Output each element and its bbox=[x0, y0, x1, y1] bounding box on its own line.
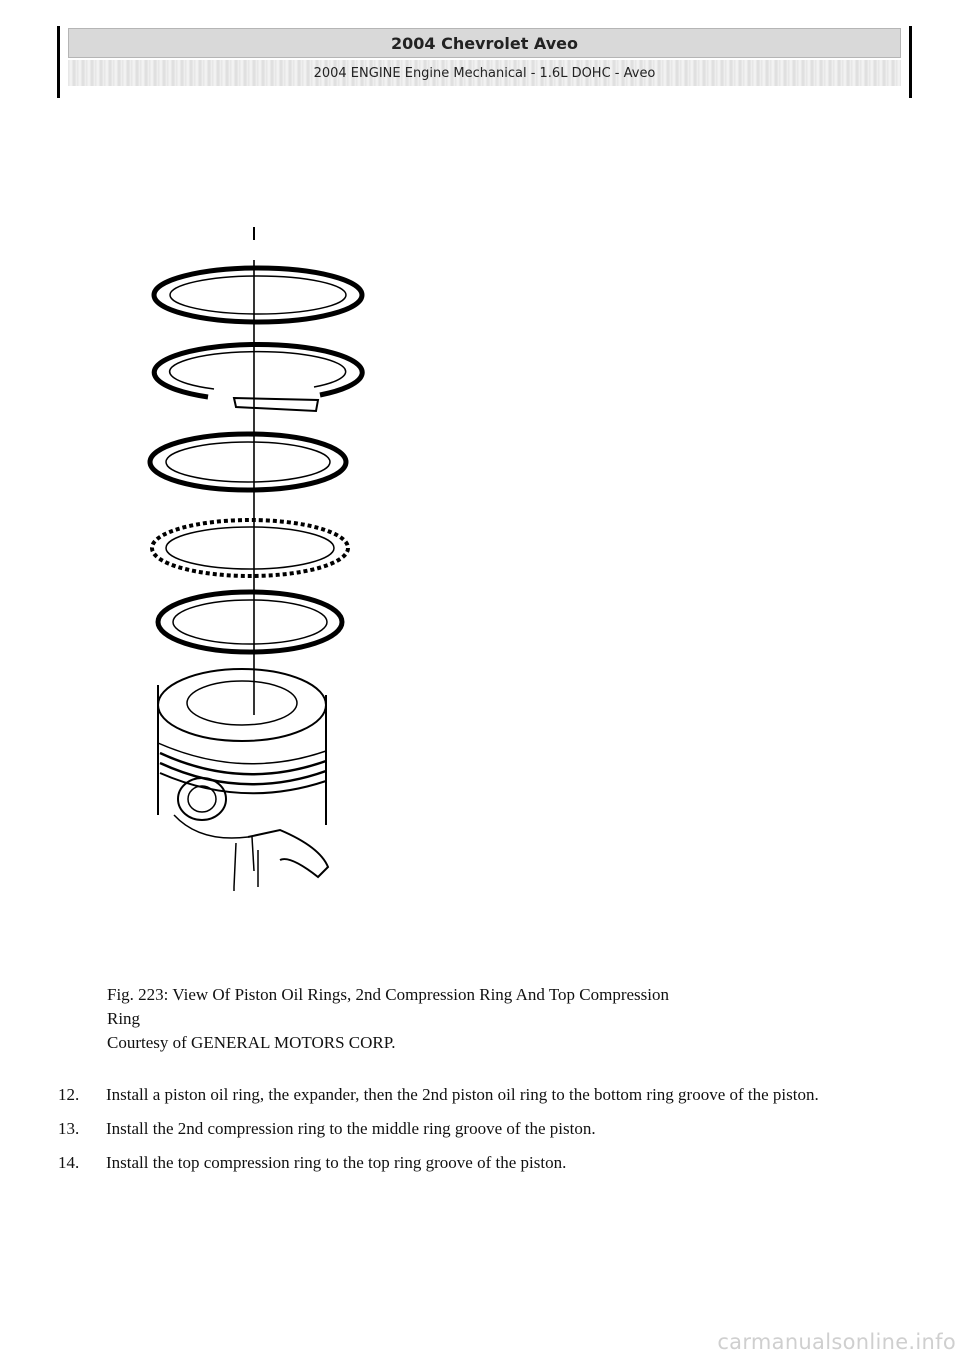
step-item bbox=[58, 1151, 908, 1174]
step-item bbox=[58, 1117, 908, 1140]
oil-ring-expander bbox=[152, 520, 348, 576]
piston-rings-figure bbox=[130, 215, 390, 895]
procedure-steps bbox=[58, 1083, 908, 1185]
step-number: 13. bbox=[58, 1119, 80, 1138]
piston bbox=[158, 669, 328, 891]
top-compression-ring bbox=[154, 268, 362, 322]
step-text: Install the top compression ring to the top ring groove of the piston. bbox=[106, 1153, 567, 1172]
document-title: 2004 Chevrolet Aveo bbox=[68, 28, 901, 58]
oil-ring-upper bbox=[150, 434, 346, 490]
caption-line-2: Ring bbox=[107, 1009, 141, 1028]
page-header bbox=[57, 26, 912, 98]
step-text: Install the 2nd compression ring to the middle ring groove of the piston. bbox=[106, 1119, 596, 1138]
step-item bbox=[58, 1083, 908, 1106]
site-watermark: carmanualsonline.info bbox=[717, 1330, 956, 1354]
step-number: 14. bbox=[58, 1153, 80, 1172]
step-text: Install a piston oil ring, the expander, then the 2nd piston oil ring to the bottom ring groove of the piston. bbox=[106, 1085, 819, 1104]
step-number: 12. bbox=[58, 1085, 80, 1104]
piston-rings-illustration bbox=[130, 215, 390, 895]
oil-ring-lower bbox=[158, 592, 342, 652]
second-compression-ring bbox=[154, 344, 362, 411]
document-subtitle: 2004 ENGINE Engine Mechanical - 1.6L DOHC - Aveo bbox=[68, 60, 901, 86]
caption-line-1: Fig. 223: View Of Piston Oil Rings, 2nd Compression Ring And Top Compression bbox=[107, 985, 669, 1004]
figure-caption bbox=[107, 983, 907, 1055]
courtesy-line: Courtesy of GENERAL MOTORS CORP. bbox=[107, 1033, 396, 1052]
